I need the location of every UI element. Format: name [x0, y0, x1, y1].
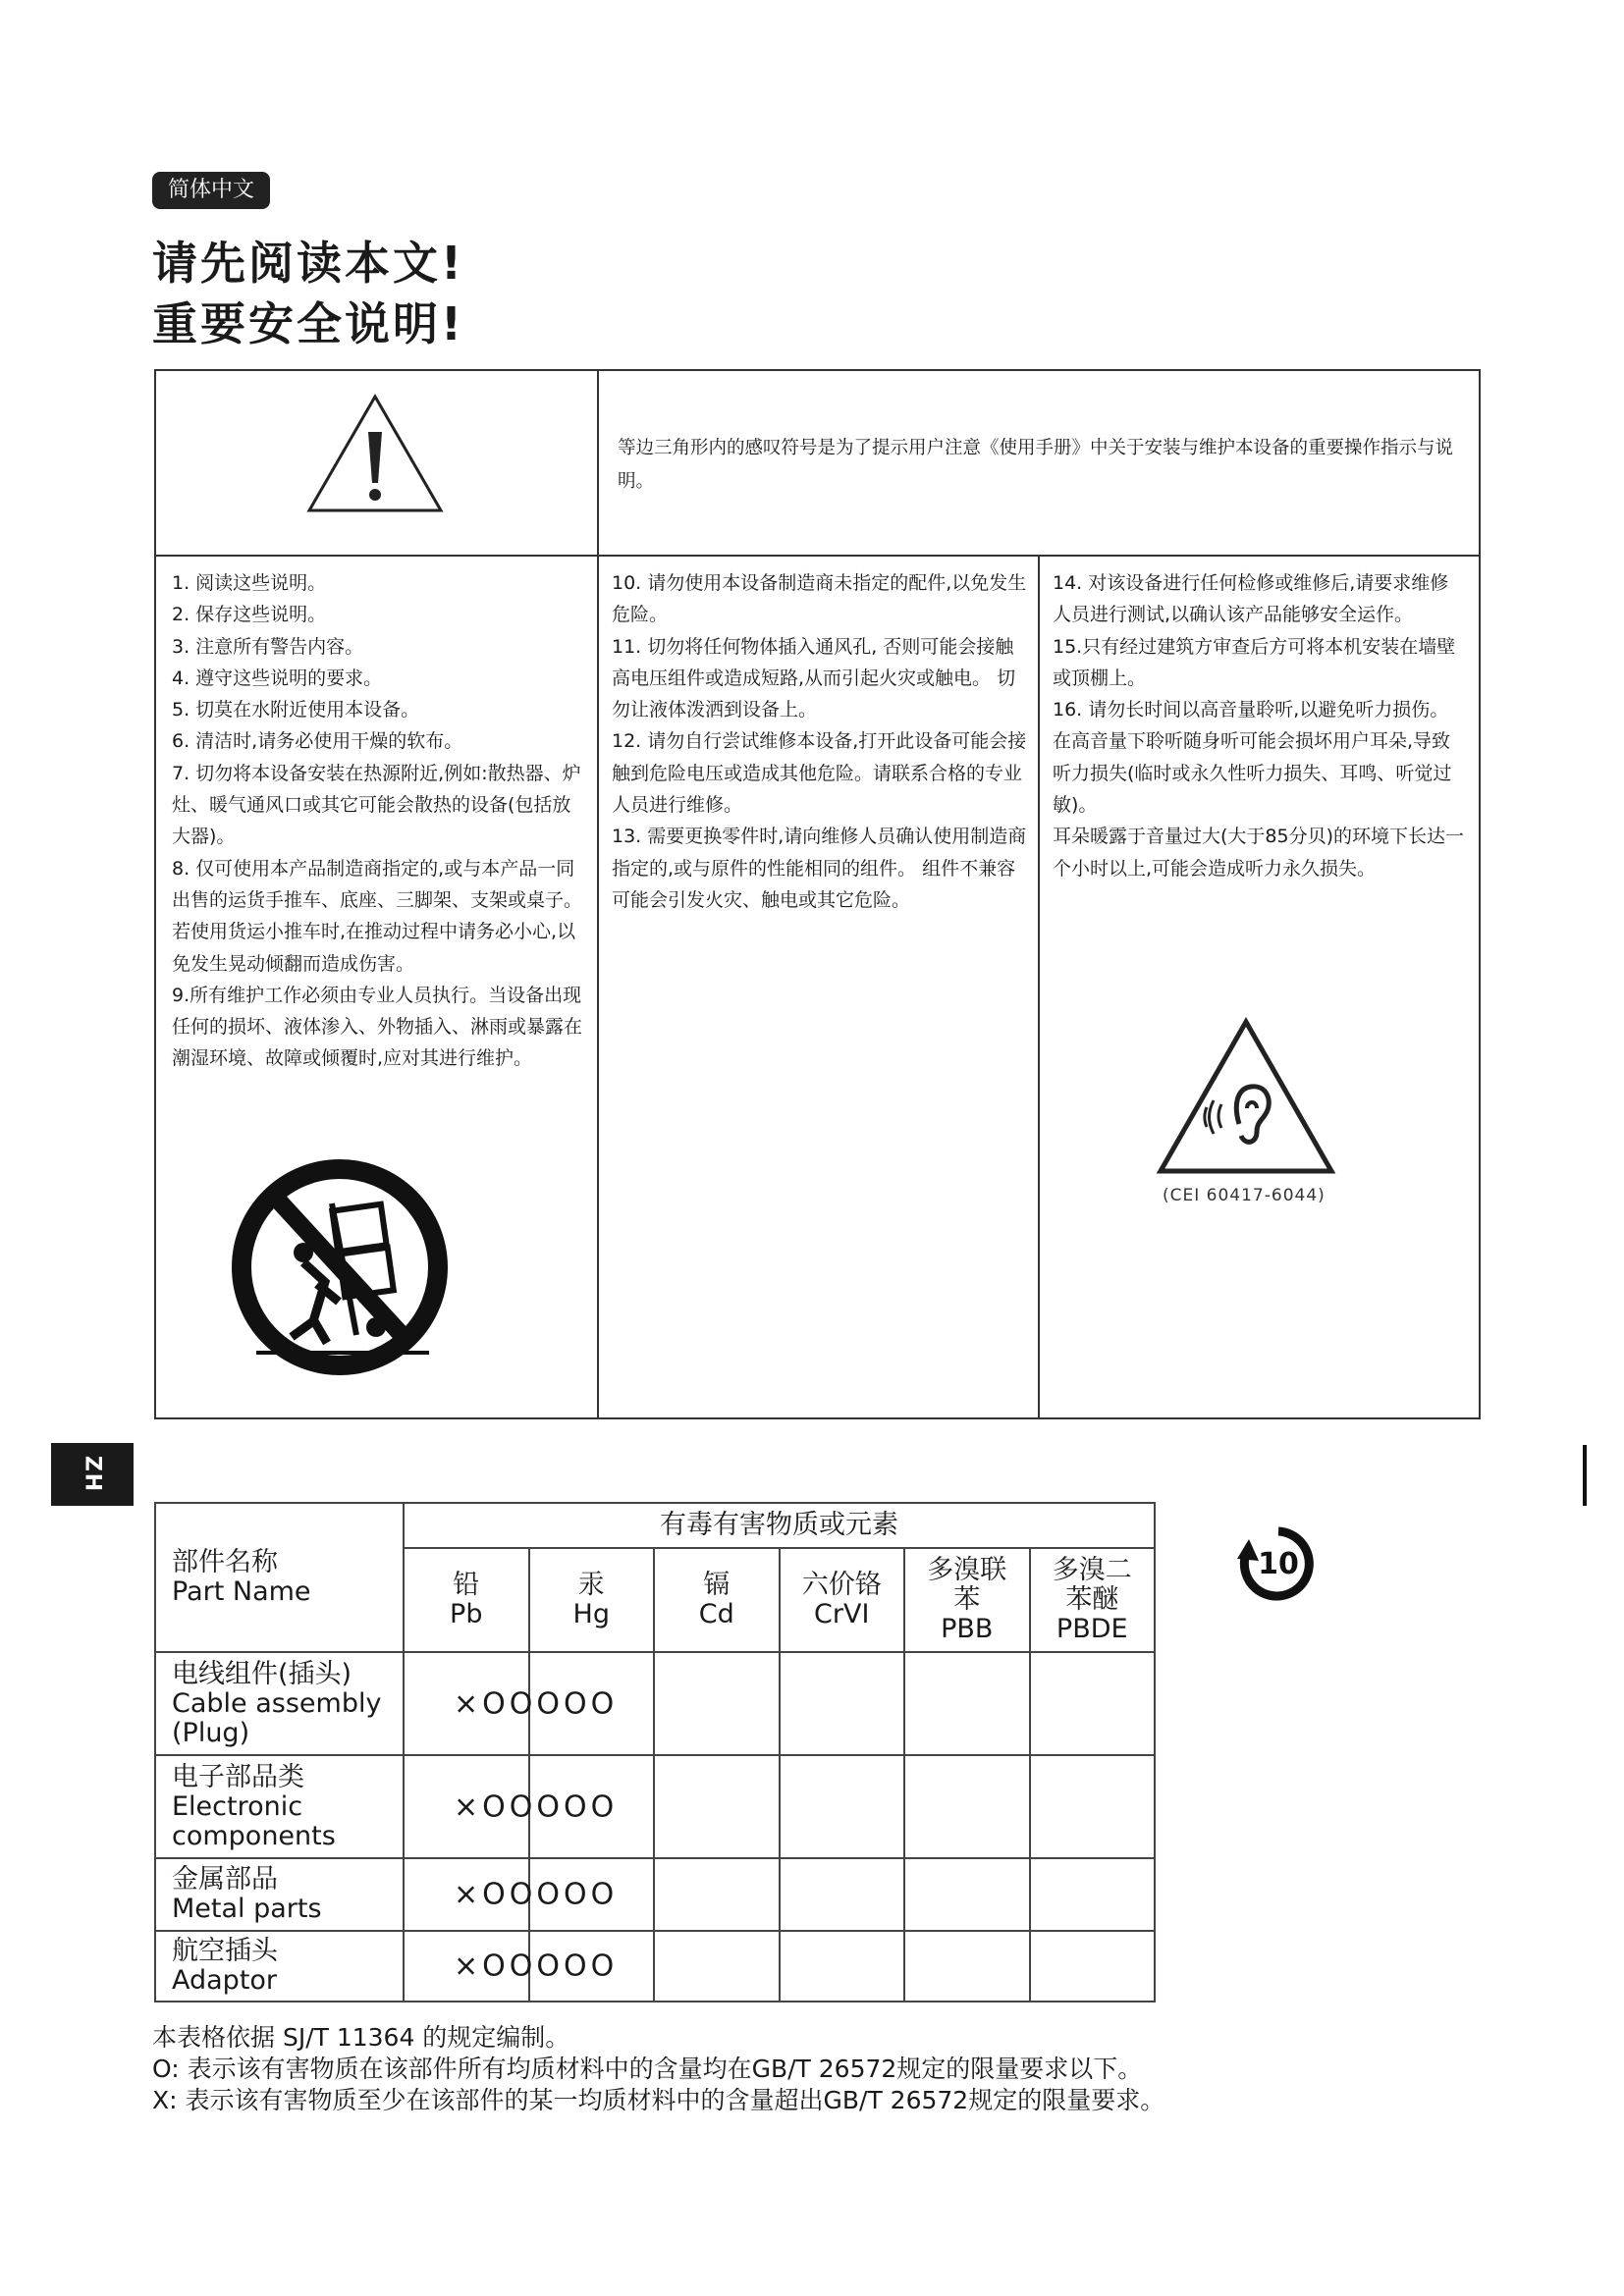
instruction-item: 3. 注意所有警告内容。 [172, 635, 364, 658]
part-name-zh: 金属部品 [172, 1864, 278, 1895]
part-name-cell [155, 1858, 404, 1931]
part-name-header-zh: 部件名称 [172, 1547, 278, 1577]
instruction-item: 若使用货运小推车时,在推动过程中请务必小心,以免发生晃动倾翻而造成伤害。 [172, 921, 576, 975]
marks-cell [404, 1755, 619, 1858]
instruction-item: 2. 保存这些说明。 [172, 604, 327, 626]
footnote-standard: 本表格依据 SJ/T 11364 的规定编制。 [152, 2023, 570, 2052]
part-name-cell [155, 1931, 404, 2002]
instruction-item: 12. 请勿自行尝试维修本设备,打开此设备可能会接触到危险电压或造成其他危险。请联系合格的专业人员进行维修。 [612, 730, 1027, 817]
instruction-item: 9.所有维护工作必须由专业人员执行。当设备出现任何的损坏、液体渗入、外物插入、淋雨或暴露在潮湿环境、故障或倾覆时,应对其进行维护。 [172, 984, 583, 1070]
hazardous-substance-table [154, 1502, 1156, 2002]
part-name-header-en: Part Name [172, 1576, 311, 1607]
part-name-zh: 航空插头 [172, 1936, 278, 1966]
column-header-en: CrVI [814, 1599, 870, 1629]
part-name-en: components [172, 1820, 336, 1851]
instructions-column-3 [1053, 567, 1465, 884]
instructions-column-2 [612, 567, 1029, 916]
instruction-item: 4. 遵守这些说明的要求。 [172, 667, 383, 689]
column-header-zh: 苯醚 [1065, 1584, 1119, 1615]
column-header-hg [529, 1548, 655, 1652]
substance-group-header: 有毒有害物质或元素 [404, 1503, 1155, 1548]
part-name-zh: 电子部品类 [172, 1761, 304, 1792]
divider [1038, 555, 1040, 1417]
warning-triangle-icon [303, 391, 447, 518]
divider [156, 555, 1479, 557]
footnote-x-meaning: X: 表示该有害物质至少在该部件的某一均质材料中的含量超出GB/T 26572规定的限量要求。 [152, 2086, 1165, 2114]
column-header-zh: 镉 [703, 1570, 731, 1600]
instruction-item: 7. 切勿将本设备安装在热源附近,例如:散热器、炉灶、暖气通风口或其它可能会散热的设备(包括放大器)。 [172, 762, 581, 848]
column-header-en: Hg [572, 1599, 610, 1629]
warning-note: 等边三角形内的感叹符号是为了提示用户注意《使用手册》中关于安装与维护本设备的重要操作指示与说明。 [618, 438, 1454, 492]
instruction-item: 在高音量下聆听随身听可能会损坏用户耳朵,导致听力损失(临时或永久性听力损失、耳鸣、听觉过敏)。 [1053, 730, 1452, 817]
marks-cell [404, 1652, 619, 1755]
part-name-en: Electronic [172, 1790, 303, 1822]
substance-marks: ×OOOOO [454, 1877, 619, 1912]
column-header-en: Cd [698, 1599, 734, 1629]
column-header-cd [654, 1548, 780, 1652]
part-name-en: Metal parts [172, 1894, 322, 1924]
instruction-item: 14. 对该设备进行任何检修或维修后,请要求维修人员进行测试,以确认该产品能够安全运作。 [1053, 572, 1449, 626]
cart-tip-over-warning-icon [219, 1156, 464, 1382]
part-name-cell [155, 1652, 404, 1755]
column-header-zh: 多溴二 [1052, 1555, 1132, 1585]
instruction-item: 8. 仅可使用本产品制造商指定的,或与本产品一同出售的运货手推车、底座、三脚架、支架或桌子。 [172, 857, 583, 911]
part-name-en: Adaptor [172, 1965, 278, 1996]
table-footnotes [152, 2022, 1164, 2116]
substance-marks: ×OOOOO [454, 1789, 619, 1824]
part-name-en: (Plug) [172, 1717, 250, 1748]
instruction-item: 5. 切莫在水附近使用本设备。 [172, 699, 420, 721]
page-edge-marker [1583, 1445, 1587, 1506]
instruction-item: 16. 请勿长时间以高音量聆听,以避免听力损伤。 [1053, 699, 1449, 721]
column-header-pbb [904, 1548, 1030, 1652]
column-header-zh: 多溴联 [927, 1555, 1007, 1585]
column-header-en: PBDE [1056, 1614, 1128, 1644]
substance-marks: ×OOOOO [454, 1686, 619, 1721]
table-row [155, 1755, 1155, 1858]
cei-reference-label: (CEI 60417-6044) [1163, 1186, 1326, 1205]
part-name-zh: 电线组件(插头) [172, 1658, 352, 1689]
column-header-pbde [1030, 1548, 1156, 1652]
marks-cell [404, 1858, 619, 1931]
instruction-item: 1. 阅读这些说明。 [172, 572, 327, 594]
safety-instructions-box [154, 369, 1481, 1419]
part-name-en: Cable assembly [172, 1687, 382, 1719]
instruction-item: 13. 需要更换零件时,请向维修人员确认使用制造商指定的,或与原件的性能相同的组件。 组件不兼容可能会引发火灾、触电或其它危险。 [612, 826, 1027, 911]
table-row [155, 1858, 1155, 1931]
environment-protection-use-period-icon [1229, 1522, 1327, 1606]
instruction-item: 6. 清洁时,请务必使用干燥的软布。 [172, 730, 463, 753]
footnote-o-meaning: O: 表示该有害物质在该部件所有均质材料中的含量均在GB/T 26572规定的限量要求以下。 [152, 2055, 1143, 2083]
part-name-cell [155, 1755, 404, 1858]
instruction-item: 耳朵暖露于音量过大(大于85分贝)的环境下长达一个小时以上,可能会造成听力永久损失。 [1053, 826, 1465, 880]
part-name-header [155, 1503, 404, 1652]
table-row [155, 1931, 1155, 2002]
column-header-crvi [780, 1548, 905, 1652]
language-side-tab [51, 1443, 134, 1506]
hearing-damage-warning-icon [1153, 1014, 1339, 1181]
column-header-zh: 苯 [953, 1584, 981, 1615]
instruction-item: 11. 切勿将任何物体插入通风孔, 否则可能会接触高电压组件或造成短路,从而引起火灾或触电。 切勿让液体泼洒到设备上。 [612, 635, 1016, 721]
column-header-en: PBB [941, 1614, 994, 1644]
side-tab-label: ZH [80, 1455, 105, 1494]
column-header-zh: 铅 [453, 1570, 480, 1600]
column-header-zh: 汞 [577, 1570, 605, 1600]
divider [597, 371, 599, 1417]
epup-years-label: 10 [1258, 1547, 1299, 1581]
language-tag: 简体中文 [152, 172, 270, 209]
marks-cell [404, 1931, 619, 2002]
column-header-en: Pb [450, 1599, 483, 1629]
instruction-item: 10. 请勿使用本设备制造商未指定的配件,以免发生危险。 [612, 572, 1027, 626]
page-subtitle: 重要安全说明! [152, 297, 464, 350]
table-row [155, 1652, 1155, 1755]
substance-marks: ×OOOOO [454, 1949, 619, 1984]
column-header-zh: 六价铬 [801, 1570, 882, 1600]
instruction-item: 15.只有经过建筑方审查后方可将本机安装在墙壁或顶棚上。 [1053, 635, 1456, 689]
column-header-pb [404, 1548, 529, 1652]
page-title: 请先阅读本文! [152, 237, 464, 290]
instructions-column-1 [172, 567, 589, 1075]
